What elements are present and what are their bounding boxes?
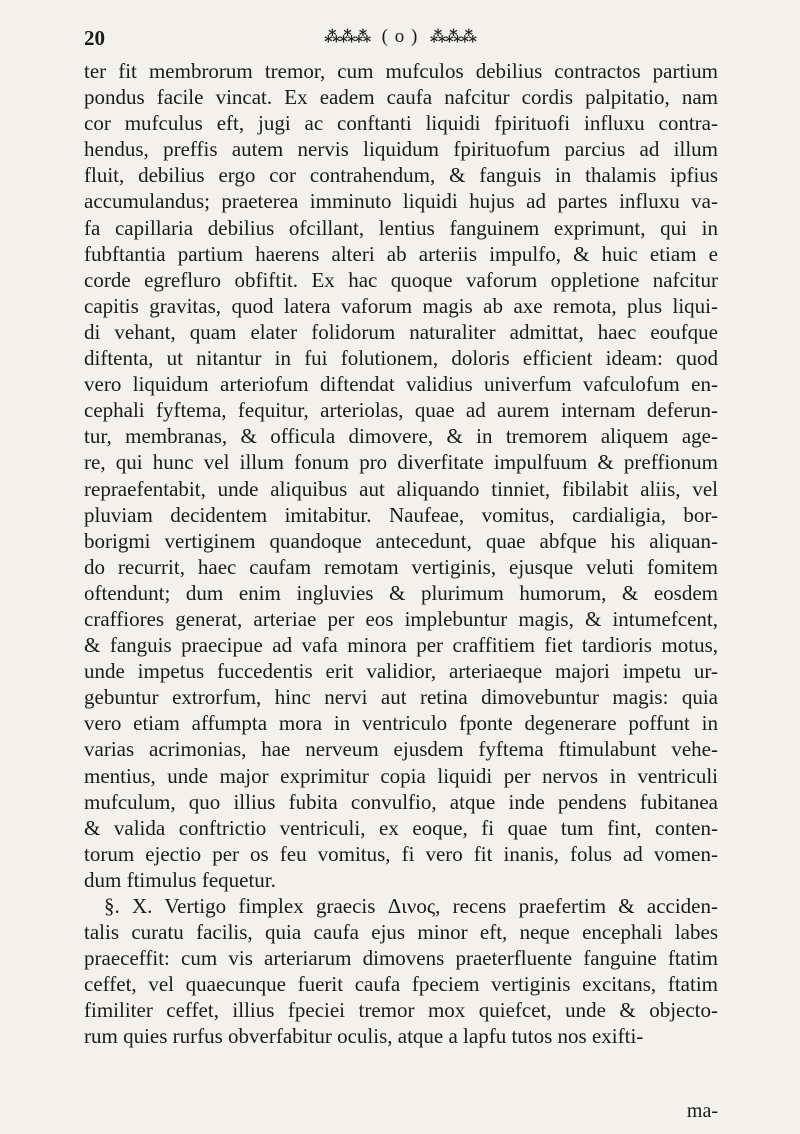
text-line: borigmi vertiginem quandoque antecedunt, quae abfque his aliquan- — [84, 528, 718, 553]
text-line: do recurrit, haec caufam remotam vertiginis, ejusque veluti fomitem — [84, 554, 718, 579]
body-text — [84, 58, 718, 1050]
text-line: capitis gravitas, quod latera vaforum magis ab axe remota, plus liqui- — [84, 293, 718, 318]
header-ornament — [84, 26, 716, 48]
text-line: fubftantia partium haerens alteri ab arteriis impulfo, & huic etiam e — [84, 241, 718, 266]
text-line: accumulandus; praeterea imminuto liquidi hujus ad partes influxu va- — [84, 189, 718, 214]
ornament-text: ( o ) — [381, 26, 419, 47]
text-line: tur, membranas, & officula dimovere, & in tremorem aliquem age- — [84, 424, 718, 449]
text-line: dum ftimulus fequetur. — [84, 867, 276, 892]
text-line: pluviam decidentem imitabitur. Naufeae, vomitus, cardialigia, bor- — [84, 502, 718, 527]
text-line: hendus, preffis autem nervis liquidum fpirituofum parcius ad illum — [84, 137, 718, 162]
text-line: oftendunt; dum enim ingluvies & plurimum humorum, & eosdem — [84, 580, 718, 605]
text-line: praeceffit: cum vis arteriarum dimovens praeterfluente fanguine ftatim — [84, 946, 718, 971]
text-line: craffiores generat, arteriae per eos implebuntur magis, & intumefcent, — [84, 606, 718, 631]
text-line: & valida conftrictio ventriculi, ex eoque, fi quae tum fint, conten- — [84, 815, 718, 840]
text-line: fimiliter ceffet, illius fpeciei tremor mox quiefcet, unde & objecto- — [84, 998, 718, 1023]
text-line: talis curatu facilis, quia caufa ejus minor eft, neque encephali labes — [84, 920, 718, 945]
ornament-right-icon: ⁂⁂⁂ — [429, 29, 476, 46]
text-line: varias acrimonias, hae nerveum ejusdem fyftema ftimulabunt vehe- — [84, 737, 718, 762]
text-line: ter fit membrorum tremor, cum mufculos debilius contractos partium — [84, 59, 718, 83]
text-line: re, qui hunc vel illum fonum pro diverfitate impulfuum & preffionum — [84, 450, 718, 475]
text-line: rum quies rurfus obverfabitur oculis, atque a lapfu tutos nos exifti- — [84, 1024, 644, 1049]
text-line: cephali fyftema, fequitur, arteriolas, quae ad aurem internam deferun- — [84, 398, 718, 423]
text-line: repraefentabit, unde aliquibus aut aliquando tinniet, fibilabit aliis, vel — [84, 476, 718, 501]
running-header — [84, 24, 716, 52]
text-line: diftenta, ut nitantur in fui folutionem, doloris efficient ideam: quod — [84, 346, 718, 371]
text-line: vero etiam affumpta mora in ventriculo fponte degenerare poffunt in — [84, 711, 718, 736]
text-line: cor mufculus eft, jugi ac conftanti liquidi fpirituofi influxu contra- — [84, 111, 718, 136]
text-line: torum ejectio per os feu vomitus, fi vero fit inanis, folus ad vomen- — [84, 841, 718, 866]
text-line: mufculum, quo illius fubita convulfio, atque inde pendens fubitanea — [84, 789, 718, 814]
text-line: di vehant, quam elater folidorum naturaliter admittat, haec eoufque — [84, 319, 718, 344]
text-line: pondus facile vincat. Ex eadem caufa nafcitur cordis palpitatio, nam — [84, 85, 718, 110]
ornament-left-icon: ⁂⁂⁂ — [324, 29, 371, 46]
text-line: & fanguis praecipue ad vafa minora per craffitiem fiet tardioris motus, — [84, 633, 718, 658]
text-line: §. X. Vertigo fimplex graecis Δινος, recens praefertim & acciden- — [104, 894, 718, 918]
page-number: 20 — [84, 26, 105, 50]
text-line: ceffet, vel quaecunque fuerit caufa fpeciem vertiginis excitans, ftatim — [84, 972, 718, 997]
text-line: gebuntur extrorfum, hinc nervi aut retina dimovebuntur magis: quia — [84, 685, 718, 710]
text-line: corde egrefluro obfiftit. Ex hac quoque vaforum oppletione nafcitur — [84, 267, 718, 292]
text-line: vero liquidum arteriofum diftendat validius univerfum vafculofum en- — [84, 372, 718, 397]
text-line: mentius, unde major exprimitur copia liquidi per nervos in ventriculi — [84, 763, 718, 788]
catchword: ma- — [686, 1100, 718, 1122]
text-line: unde impetus fuccedentis erit validior, arteriaeque majori impetu ur- — [84, 659, 718, 684]
text-line: fluit, debilius ergo cor contrahendum, & fanguis in thalamis ipfius — [84, 163, 718, 188]
text-line: fa capillaria debilius ofcillant, lentius fanguinem exprimunt, qui in — [84, 215, 718, 240]
